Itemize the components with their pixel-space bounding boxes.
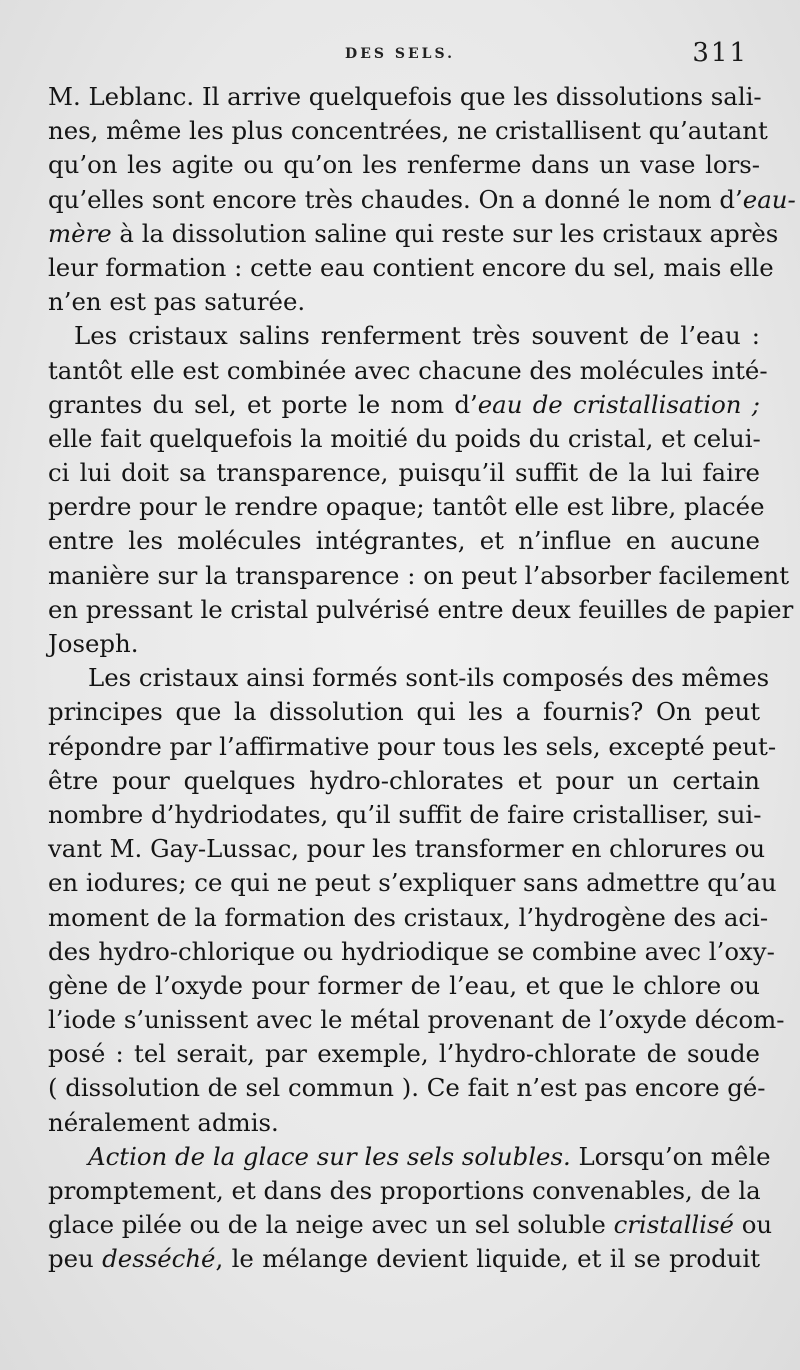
paragraph-4 [48,1140,773,1277]
text-line: manière sur la transparence : on peut l’absorber facilement [48,560,790,590]
italic-term: desséché [102,1244,216,1274]
text-line: nes, même les plus concentrées, ne cristallisent qu’autant [48,116,768,146]
italic-term: eau de cristallisation ; [477,389,760,419]
text-run: à la dissolution saline qui reste sur les cristaux après [111,218,779,248]
text-line [48,1208,773,1242]
text-line: être pour quelques hydro-chlorates et pour un certain [48,765,760,795]
text-line: M. Leblanc. Il arrive quelquefois que les dissolutions sali- [48,82,762,111]
text-line: des hydro-chlorique ou hydriodique se combine avec l’oxy- [48,936,775,966]
text-line: entre les molécules intégrantes, et n’influe en aucune [48,526,760,556]
text-line: vant M. Gay-Lussac, pour les transformer en chlorures ou [48,834,766,864]
text-line: en pressant le cristal pulvérisé entre deux feuilles de papier [48,594,794,624]
page-number: 311 [692,38,748,68]
text-line [48,183,796,217]
text-line: n’en est pas saturée. [48,287,306,317]
italic-term: mère [48,218,112,248]
text-line: qu’on les agite ou qu’on les renferme dans un vase lors- [48,150,760,180]
text-line [48,1242,760,1276]
paragraph-3 [48,661,785,1140]
text-line: moment de la formation des cristaux, l’hydrogène des aci- [48,902,769,932]
text-line [48,217,779,251]
text-run: peu [48,1244,103,1274]
text-run: glace pilée ou de la neige avec un sel soluble [48,1210,614,1240]
paragraph-2 [48,319,794,661]
paragraph-1 [48,80,796,319]
running-title: DES SELS. [345,46,455,62]
text-run: ou [733,1210,773,1240]
text-line: Les cristaux salins renferment très souvent de l’eau : [74,321,760,351]
text-run: Lorsqu’on mêle [570,1141,771,1171]
text-run: , le mélange devient liquide, et il se produit [215,1244,760,1274]
italic-term: eau- [742,184,796,214]
italic-term: cristallisé [613,1210,734,1240]
text-line: tantôt elle est combinée avec chacune des molécules inté- [48,355,768,385]
text-line: en iodures; ce qui ne peut s’expliquer sans admettre qu’au [48,868,777,898]
text-line: ci lui doit sa transparence, puisqu’il suffit de la lui faire [48,458,760,488]
text-line: promptement, et dans des proportions convenables, de la [48,1176,761,1205]
text-line: perdre pour le rendre opaque; tantôt elle est libre, placée [48,492,765,522]
text-line: néralement admis. [48,1107,279,1137]
page-body [48,80,796,1277]
text-line: Joseph. [48,629,139,658]
text-line [48,1140,771,1174]
text-line: gène de l’oxyde pour former de l’eau, et que le chlore ou [48,970,760,1000]
text-line [48,388,760,422]
text-line: elle fait quelquefois la moitié du poids du cristal, et celui- [48,423,761,453]
text-run: qu’elles sont encore très chaudes. On a donné le nom d’ [48,184,743,214]
text-line: ( dissolution de sel commun ). Ce fait n’est pas encore gé- [48,1073,766,1103]
text-line: leur formation : cette eau contient encore du sel, mais elle [48,252,774,282]
text-line: l’iode s’unissent avec le métal provenant de l’oxyde décom- [48,1005,785,1035]
text-run: grantes du sel, et porte le nom d’ [48,389,478,419]
text-line: répondre par l’affirmative pour tous les sels, excepté peut- [48,731,777,761]
text-line: principes que la dissolution qui les a fournis? On peut [48,697,760,727]
text-line: Les cristaux ainsi formés sont-ils composés des mêmes [88,663,770,693]
text-line: posé : tel serait, par exemple, l’hydro-chlorate de soude [48,1039,760,1069]
page-header [0,38,800,74]
text-line: nombre d’hydriodates, qu’il suffit de faire cristalliser, sui- [48,799,762,829]
italic-heading: Action de la glace sur les sels solubles. [88,1141,571,1171]
